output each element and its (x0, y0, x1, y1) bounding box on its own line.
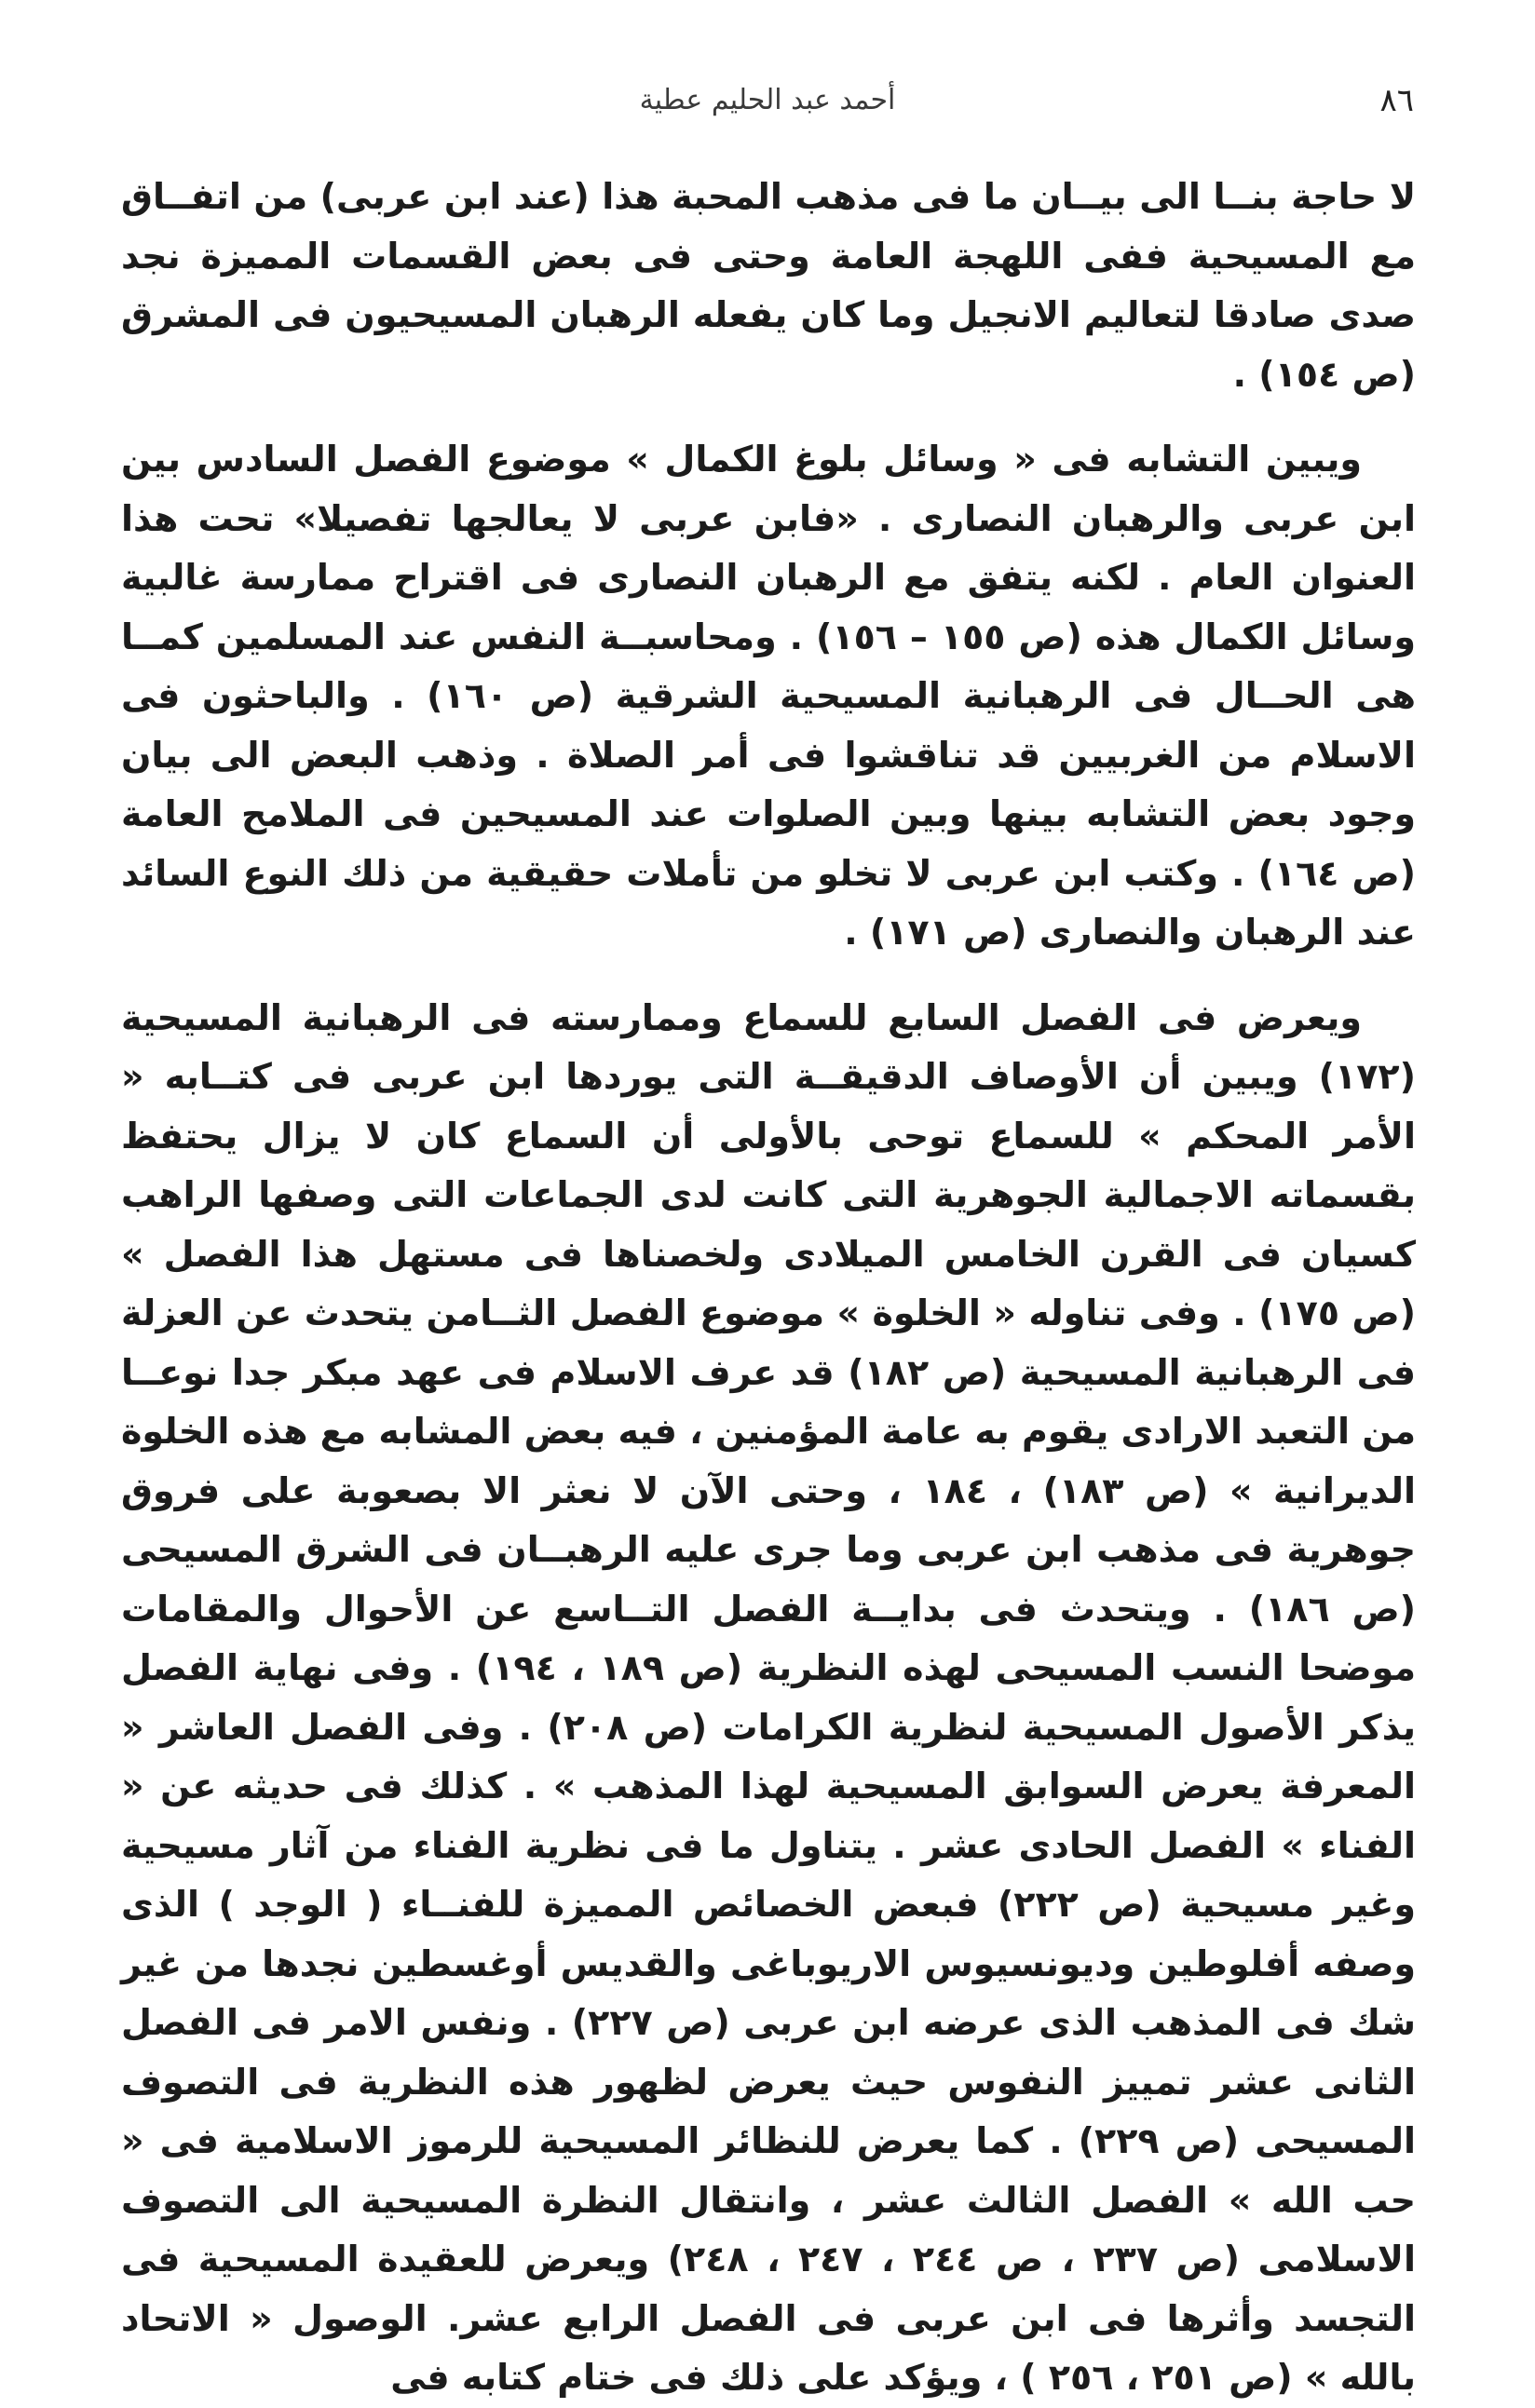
paragraph-2: ويبين التشابه فى « وسائل بلوغ الكمال » موضوع الفصل السادس بين ابن عربى والرهبان النصارى . «فابن عربى لا يعالجها تفصيلا» تحت هذا العنوان العام . لكنه يتفق مع الرهبان النصارى فى اقتراح ممارسة غالبية وسائل الكمال هذه (ص ١٥٥ – ١٥٦) . ومحاسبــة النفس عند المسلمين كمــا هى الحــال فى الرهبانية المسيحية الشرقية (ص ١٦٠) . والباحثون فى الاسلام من الغربيين قد تناقشوا فى أمر الصلاة . وذهب البعض الى بيان وجود بعض التشابه بينها وبين الصلوات عند المسيحين فى الملامح العامة (ص ١٦٤) . وكتب ابن عربى لا تخلو من تأملات حقيقية من ذلك النوع السائد عند الرهبان والنصارى (ص ١٧١) . (121, 439, 1417, 953)
body-text (121, 168, 1416, 2408)
paragraph-3: ويعرض فى الفصل السابع للسماع وممارسته فى الرهبانية المسيحية (١٧٢) ويبين أن الأوصاف الدقيقــة التى يوردها ابن عربى فى كتــابه « الأمر المحكم » للسماع توحى بالأولى أن السماع كان لا يزال يحتفظ بقسماته الاجمالية الجوهرية التى كانت لدى الجماعات التى وصفها الراهب كسيان فى القرن الخامس الميلادى ولخصناها فى مستهل هذا الفصل » (ص ١٧٥) . وفى تناوله « الخلوة » موضوع الفصل الثــامن يتحدث عن العزلة فى الرهبانية المسيحية (ص ١٨٢) قد عرف الاسلام فى عهد مبكر جدا نوعــا من التعبد الارادى يقوم به عامة المؤمنين ، فيه بعض المشابه مع هذه الخلوة الديرانية » (ص ١٨٣) ، ١٨٤ ، وحتى الآن لا نعثر الا بصعوبة على فروق جوهرية فى مذهب ابن عربى وما جرى عليه الرهبــان فى الشرق المسيحى (ص ١٨٦) . ويتحدث فى بدايــة الفصل التــاسع عن الأحوال والمقامات موضحا النسب المسيحى لهذه النظرية (ص ١٨٩ ، ١٩٤) . وفى نهاية الفصل يذكر الأصول المسيحية لنظرية الكرامات (ص ٢٠٨) . وفى الفصل العاشر « المعرفة يعرض السوابق المسيحية لهذا المذهب » . كذلك فى حديثه عن « الفناء » الفصل الحادى عشر . يتناول ما فى نظرية الفناء من آثار مسيحية وغير مسيحية (ص ٢٢٢) فبعض الخصائص المميزة للفنــاء ( الوجد ) الذى وصفه أفلوطين وديونسيوس الاريوباغى والقديس أوغسطين نجدها من غير شك فى المذهب الذى عرضه ابن عربى (ص ٢٢٧) . ونفس الامر فى الفصل الثانى عشر تمييز النفوس حيث يعرض لظهور هذه النظرية فى التصوف المسيحى (ص ٢٢٩) . كما يعرض للنظائر المسيحية للرموز الاسلامية فى « حب الله » الفصل الثالث عشر ، وانتقال النظرة المسيحية الى التصوف الاسلامى (ص ٢٣٧ ، ص ٢٤٤ ، ٢٤٧ ، ٢٤٨) ويعرض للعقيدة المسيحية فى التجسد وأثرها فى ابن عربى فى الفصل الرابع عشر. الوصول « الاتحاد بالله » (ص ٢٥١ ، ٢٥٦ ) ، ويؤكد على ذلك فى ختام كتابه فى (121, 996, 1417, 2398)
paragraph-1: لا حاجة بنــا الى بيــان ما فى مذهب المحبة هذا (عند ابن عربى) من اتفــاق مع المسيحية ففى اللهجة العامة وحتى فى بعض القسمات المميزة نجد صدى صادقا لتعاليم الانجيل وما كان يفعله الرهبان المسيحيون فى المشرق (ص ١٥٤) . (121, 176, 1416, 395)
page-number: ٨٦ (1379, 82, 1414, 119)
running-head: أحمد عبد الحليم عطية (639, 84, 896, 116)
page-header (121, 73, 1414, 129)
